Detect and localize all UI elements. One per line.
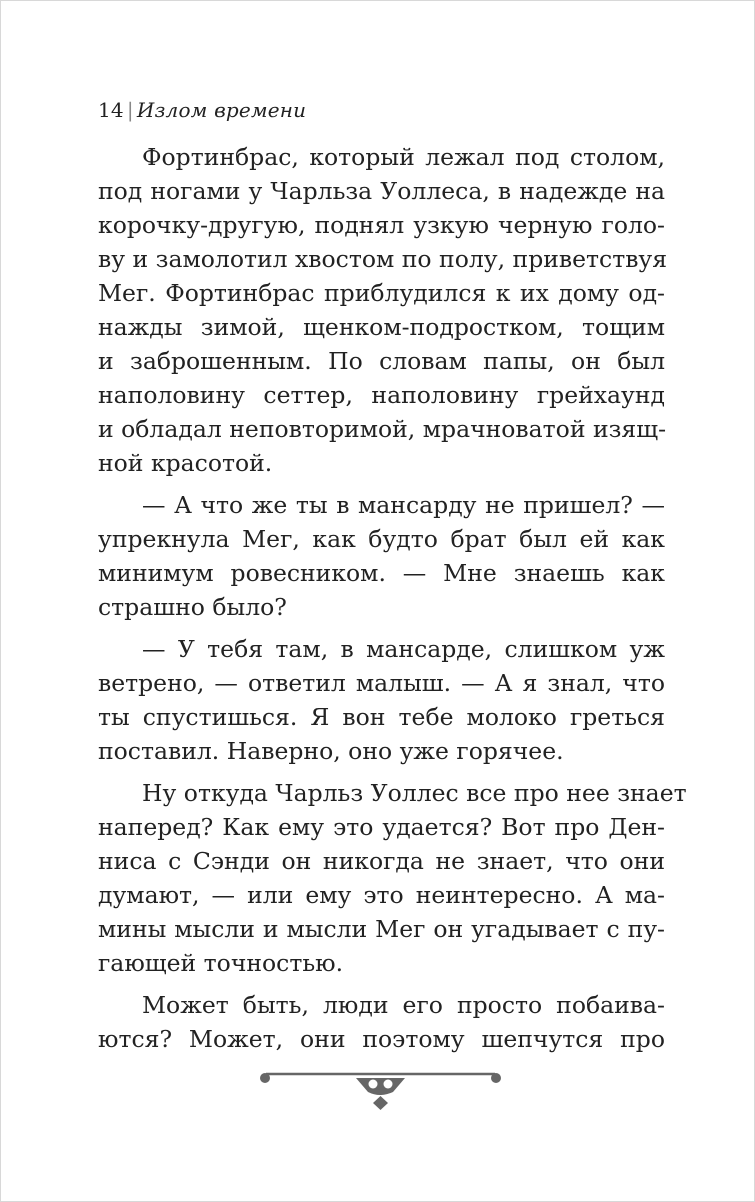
paragraph — [98, 140, 668, 480]
text-line: ниса с Сэнди он никогда не знает, что они — [98, 847, 665, 875]
text-line: Мег. Фортинбрас приблудился к их дому од- — [98, 279, 665, 307]
paragraph — [98, 776, 687, 980]
text-line: ветрено, — ответил малыш. — А я знал, что — [98, 669, 665, 697]
text-line: Фортинбрас, который лежал под столом, — [142, 143, 665, 171]
text-line: и заброшенным. По словам папы, он был — [98, 347, 665, 375]
page-body-text — [98, 140, 687, 1064]
text-line: ву и замолотил хвостом по полу, приветствуя — [98, 245, 668, 273]
text-line: — У тебя там, в мансарде, слишком уж — [142, 635, 665, 663]
text-line: гающей точностью. — [98, 949, 344, 977]
text-line: Ну откуда Чарльз Уоллес все про нее знает — [142, 779, 687, 807]
text-line: корочку-другую, поднял узкую черную голо- — [98, 211, 665, 239]
text-line: мины мысли и мысли Мег он угадывает с пу- — [98, 915, 665, 943]
text-line: страшно было? — [98, 593, 287, 621]
text-line: ются? Может, они поэтому шепчутся про — [98, 1025, 665, 1053]
text-line: наперед? Как ему это удается? Вот про Ден- — [98, 813, 665, 841]
text-line: под ногами у Чарльза Уоллеса, в надежде на — [98, 177, 665, 205]
text-line: упрекнула Мег, как будто брат был ей как — [98, 525, 665, 553]
text-line: минимум ровесником. — Мне знаешь как — [98, 559, 665, 587]
text-line: поставил. Наверно, оно уже горячее. — [98, 737, 564, 765]
text-line: ты спустишься. Я вон тебе молоко греться — [98, 703, 665, 731]
text-line: и обладал неповторимой, мрачноватой изящ- — [98, 415, 667, 443]
text-line: Может быть, люди его просто побаива- — [142, 991, 665, 1019]
text-line: ной красотой. — [98, 449, 273, 477]
running-header — [98, 98, 306, 122]
book-title: Излом времени — [136, 98, 307, 122]
paragraph — [98, 632, 665, 768]
header-separator: | — [126, 98, 134, 122]
text-line: — А что же ты в мансарду не пришел? — — [142, 491, 665, 519]
text-line: нажды зимой, щенком-подростком, тощим — [98, 313, 665, 341]
page-number: 14 — [98, 98, 124, 122]
text-line: думают, — или ему это неинтересно. А ма- — [98, 881, 665, 909]
paragraph — [98, 988, 665, 1056]
decorative-ornament-icon — [258, 1070, 503, 1120]
paragraph — [98, 488, 665, 624]
text-line: наполовину сеттер, наполовину грейхаунд — [98, 381, 665, 409]
